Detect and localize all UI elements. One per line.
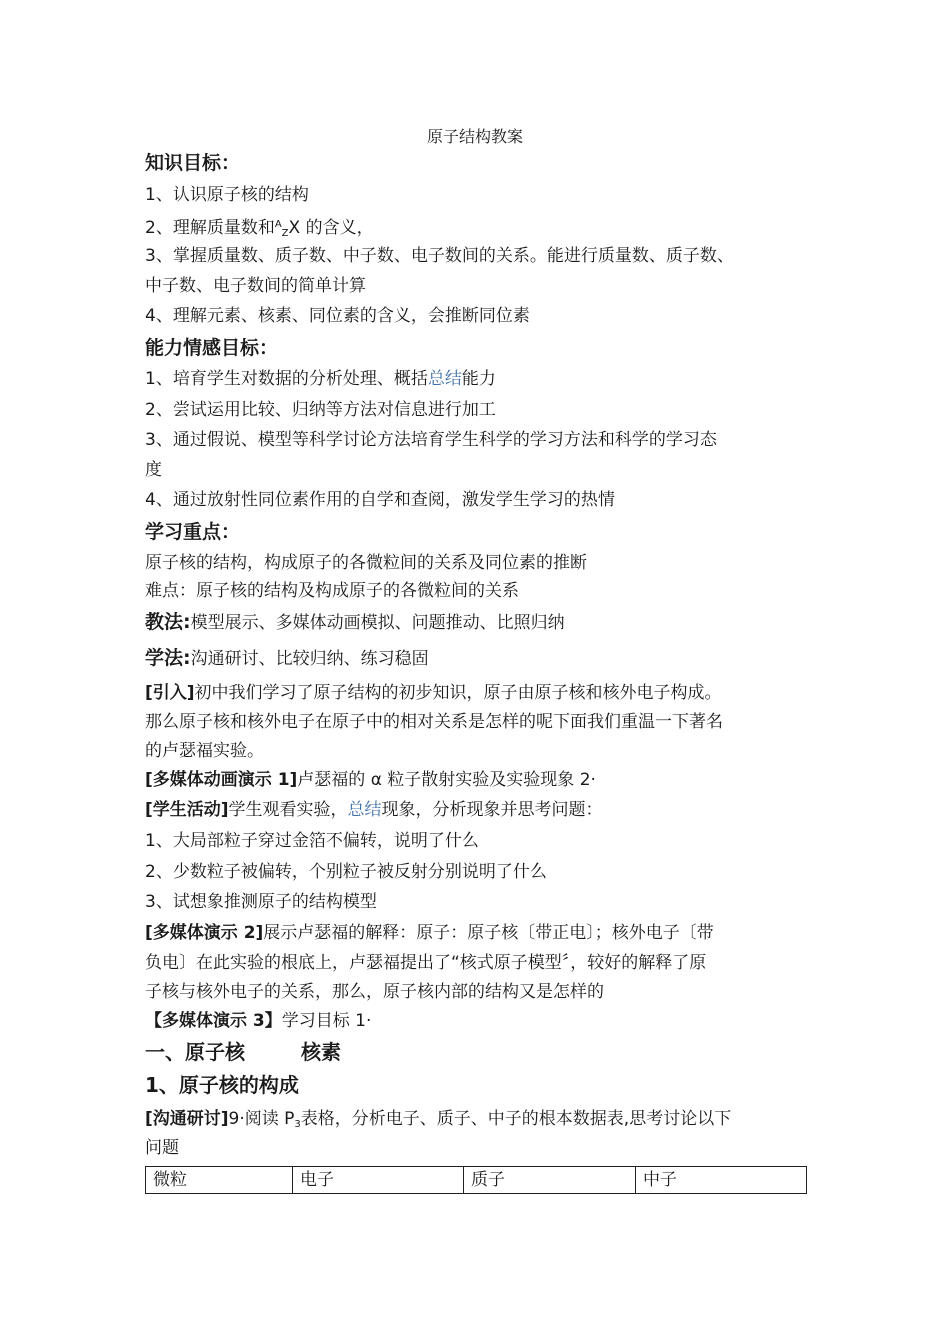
summary-link-2[interactable]: 总结 <box>347 800 382 820</box>
intro-line-2: 那么原子核和核外电子在原子中的相对关系是怎样的呢下面我们重温一下著名 <box>145 712 723 732</box>
summary-link[interactable]: 总结 <box>427 369 462 389</box>
particle-data-table <box>145 1166 807 1194</box>
media-demo-2-line-2: 负电〕在此实验的根底上，卢瑟福提出了“核式原子模型〞，较好的解释了原 <box>145 953 707 973</box>
media-demo-3: 【多媒体演示 3】学习目标 1· <box>145 1011 372 1031</box>
knowledge-goals-heading: 知识目标： <box>145 152 241 174</box>
focus-line-2: 难点：原子核的结构及构成原子的各微粒间的关系 <box>145 581 519 601</box>
knowledge-item-4: 4、理解元素、核素、同位素的含义，会推断同位素 <box>145 306 530 326</box>
media-demo-2-line-1: [多媒体演示 2]展示卢瑟福的解释：原子：原子核〔带正电〕；核外电子〔带 <box>145 923 714 943</box>
knowledge-item-2: 2、理解质量数和$^A_Z$X 的含义， <box>145 218 374 239</box>
student-activity: [学生活动]学生观看实验，总结现象，分析现象并思考问题： <box>145 800 603 820</box>
teaching-method: 教法:模型展示、多媒体动画模拟、问题推动、比照归纳 <box>145 611 565 633</box>
table-header-cell: 电子 <box>293 1167 464 1194</box>
media-demo-1: [多媒体动画演示 1]卢瑟福的 α 粒子散射实验及实验现象 2· <box>145 770 596 790</box>
table-header-row <box>146 1167 807 1194</box>
ability-goals-heading: 能力情感目标： <box>145 337 279 359</box>
focus-line-1: 原子核的结构，构成原子的各微粒间的关系及同位素的推断 <box>145 553 587 573</box>
intro-line-1: [引入]初中我们学习了原子结构的初步知识，原子由原子核和核外电子构成。 <box>145 683 722 703</box>
ability-item-3-line-2: 度 <box>145 460 162 480</box>
activity-question-3: 3、试想象推测原子的结构模型 <box>145 892 377 912</box>
table-header-cell: 质子 <box>464 1167 636 1194</box>
discussion-line-1: [沟通研讨]9·阅读 $P_3$表格，分析电子、质子、中子的根本数据表,思考讨论以下 <box>145 1109 732 1130</box>
knowledge-item-3-line-2: 中子数、电子数间的简单计算 <box>145 276 366 296</box>
activity-question-1: 1、大局部粒子穿过金箔不偏转，说明了什么 <box>145 831 479 851</box>
knowledge-item-1: 1、认识原子核的结构 <box>145 185 309 205</box>
table-header-cell: 微粒 <box>146 1167 293 1194</box>
section-1-1-heading: 1、原子核的构成 <box>145 1073 299 1097</box>
document-title: 原子结构教案 <box>426 127 523 146</box>
ability-item-4: 4、通过放射性同位素作用的自学和查阅，激发学生学习的热情 <box>145 490 615 510</box>
ability-item-3-line-1: 3、通过假说、模型等科学讨论方法培育学生科学的学习方法和科学的学习态 <box>145 430 717 450</box>
intro-line-3: 的卢瑟福实验。 <box>145 741 264 761</box>
activity-question-2: 2、少数粒子被偏转，个别粒子被反射分别说明了什么 <box>145 862 547 882</box>
table-header-cell: 中子 <box>636 1167 807 1194</box>
media-demo-2-line-3: 子核与核外电子的关系，那么，原子核内部的结构又是怎样的 <box>145 982 604 1002</box>
discussion-line-2: 问题 <box>145 1138 179 1158</box>
knowledge-item-3-line-1: 3、掌握质量数、质子数、中子数、电子数间的关系。能进行质量数、质子数、 <box>145 246 734 266</box>
section-1-heading: 一、原子核 核素 <box>145 1040 341 1064</box>
ability-item-2: 2、尝试运用比较、归纳等方法对信息进行加工 <box>145 400 496 420</box>
focus-heading: 学习重点： <box>145 521 241 543</box>
learning-method: 学法:沟通研讨、比较归纳、练习稳固 <box>145 647 429 669</box>
ability-item-1: 1、培育学生对数据的分析处理、概括总结能力 <box>145 369 496 389</box>
